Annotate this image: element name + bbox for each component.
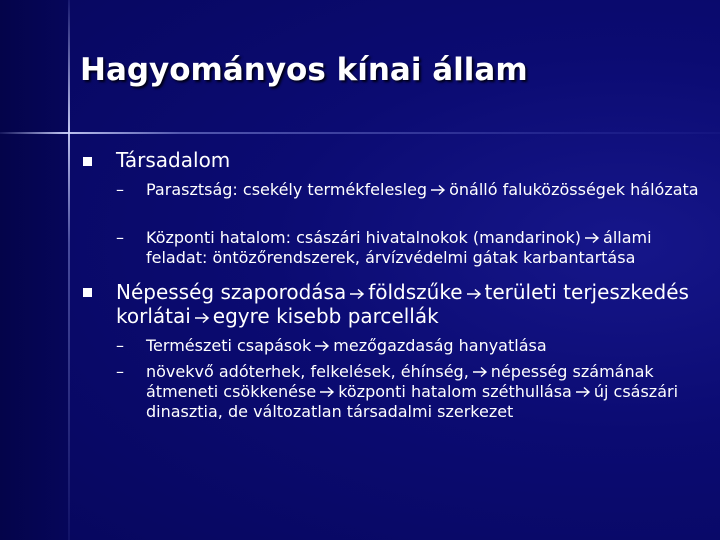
list-item-level2 bbox=[146, 228, 716, 268]
item-text: növekvő adóterhek, felkelések, éhínség, bbox=[146, 362, 469, 381]
item-text: egyre kisebb parcellák bbox=[212, 304, 439, 328]
item-text: állami feladat: öntözőrendszerek, árvízvédelmi gátak karbantartása bbox=[146, 228, 652, 267]
list-item-level2 bbox=[146, 362, 716, 422]
item-text: önálló faluközösségek hálózata bbox=[449, 180, 699, 199]
item-text: Népesség szaporodása bbox=[116, 280, 347, 304]
item-text: új császári dinasztia, de változatlan társadalmi szerkezet bbox=[146, 382, 679, 421]
item-text: Természeti csapások bbox=[146, 336, 312, 355]
right-arrow-icon bbox=[472, 366, 488, 378]
list-item-level2 bbox=[146, 180, 716, 200]
bullet-icon bbox=[83, 157, 92, 166]
item-text: Társadalom bbox=[116, 148, 231, 172]
list-item-level2 bbox=[146, 336, 716, 356]
dash-marker: – bbox=[116, 362, 124, 381]
item-text: Parasztság: csekély termékfelesleg bbox=[146, 180, 428, 199]
right-arrow-icon bbox=[430, 184, 446, 196]
decorative-horizontal-line bbox=[0, 132, 720, 134]
list-item-level1 bbox=[116, 148, 696, 172]
slide-background-left bbox=[0, 0, 70, 540]
decorative-vertical-line bbox=[68, 0, 70, 540]
item-text: földszűke bbox=[368, 280, 463, 304]
right-arrow-icon bbox=[314, 340, 330, 352]
dash-marker: – bbox=[116, 336, 124, 355]
list-item-level1 bbox=[116, 280, 696, 328]
right-arrow-icon bbox=[349, 288, 365, 300]
dash-marker: – bbox=[116, 228, 124, 247]
item-text: mezőgazdaság hanyatlása bbox=[333, 336, 547, 355]
item-text: Központi hatalom: császári hivatalnokok (mandarinok) bbox=[146, 228, 582, 247]
dash-marker: – bbox=[116, 180, 124, 199]
item-text: területi terjeszkedés korlátai bbox=[116, 280, 689, 328]
item-text: központi hatalom széthullása bbox=[338, 382, 572, 401]
right-arrow-icon bbox=[575, 386, 591, 398]
item-text: népesség számának átmeneti csökkenése bbox=[146, 362, 654, 401]
right-arrow-icon bbox=[584, 232, 600, 244]
right-arrow-icon bbox=[466, 288, 482, 300]
bullet-icon bbox=[83, 288, 92, 297]
right-arrow-icon bbox=[194, 312, 210, 324]
slide-title: Hagyományos kínai állam bbox=[80, 52, 528, 88]
right-arrow-icon bbox=[319, 386, 335, 398]
